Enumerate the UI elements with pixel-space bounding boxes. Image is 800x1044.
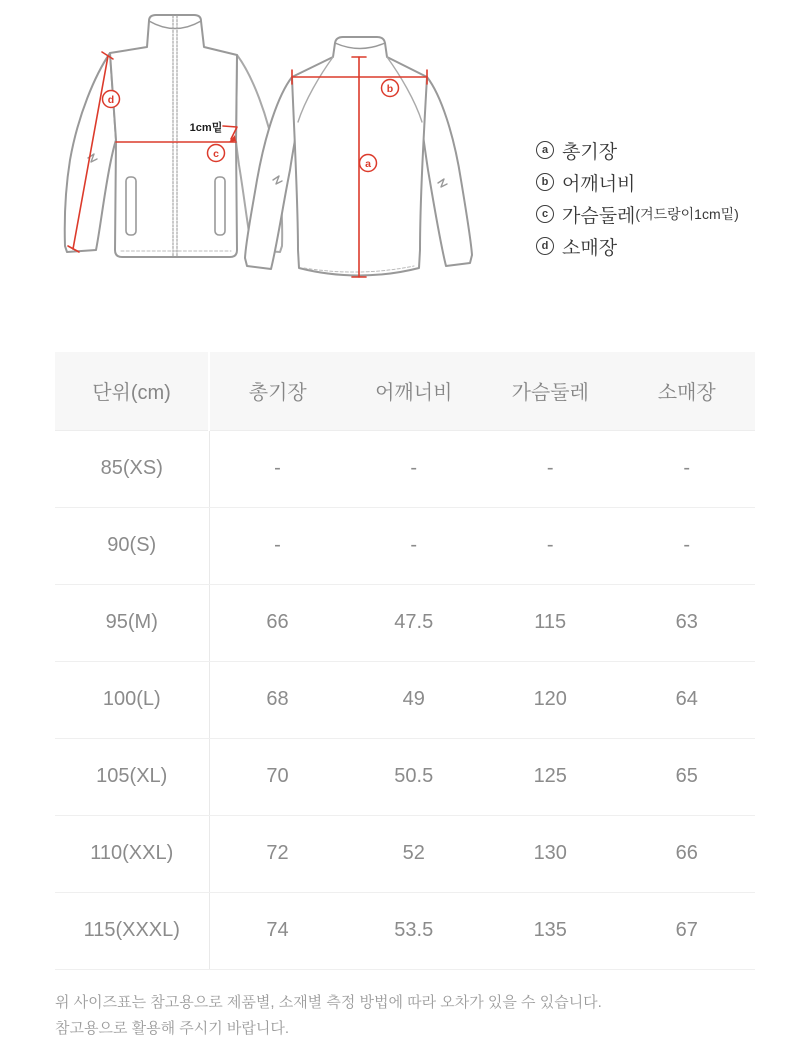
- legend-item-total-length: [536, 134, 739, 166]
- value-cell: 49: [346, 661, 483, 738]
- front-right-pocket: [215, 177, 225, 235]
- disclaimer-line-1: 위 사이즈표는 참고용으로 제품별, 소재별 측정 방법에 따라 오차가 있을 수 있습니다.: [55, 994, 602, 1011]
- size-disclaimer: [55, 990, 602, 1043]
- legend-label: 어깨너비: [562, 173, 636, 195]
- legend-note: (겨드랑이1cm밑): [635, 206, 739, 222]
- value-cell: 50.5: [346, 738, 483, 815]
- size-table: [55, 352, 755, 970]
- legend-label: 총기장: [562, 141, 618, 163]
- marker-c-letter: c: [213, 148, 219, 160]
- legend-item-chest: [536, 198, 739, 230]
- value-cell: 53.5: [346, 892, 483, 969]
- table-row: [55, 892, 755, 969]
- size-cell: 105(XL): [55, 738, 209, 815]
- value-cell: -: [619, 430, 756, 507]
- value-cell: 120: [482, 661, 619, 738]
- table-row: [55, 507, 755, 584]
- legend-marker-c: c: [536, 205, 554, 223]
- value-cell: 130: [482, 815, 619, 892]
- value-cell: 72: [209, 815, 346, 892]
- marker-b-circle: [382, 80, 399, 97]
- value-cell: -: [346, 507, 483, 584]
- value-cell: -: [209, 507, 346, 584]
- value-cell: 74: [209, 892, 346, 969]
- column-header-chest: 가슴둘레: [482, 352, 619, 430]
- table-row: [55, 738, 755, 815]
- value-cell: 115: [482, 584, 619, 661]
- value-cell: 47.5: [346, 584, 483, 661]
- value-cell: 52: [346, 815, 483, 892]
- value-cell: -: [619, 507, 756, 584]
- value-cell: 68: [209, 661, 346, 738]
- front-left-pocket: [126, 177, 136, 235]
- value-cell: 70: [209, 738, 346, 815]
- value-cell: 64: [619, 661, 756, 738]
- armpit-1cm-note: 1cm밑: [189, 122, 223, 134]
- table-row: [55, 661, 755, 738]
- size-cell: 115(XXXL): [55, 892, 209, 969]
- value-cell: 135: [482, 892, 619, 969]
- marker-c-circle: [208, 145, 225, 162]
- marker-a-letter: a: [365, 158, 371, 170]
- legend-item-sleeve: [536, 230, 739, 262]
- disclaimer-line-2: 참고용으로 활용해 주시기 바랍니다.: [55, 1020, 290, 1038]
- value-cell: 125: [482, 738, 619, 815]
- legend-marker-b: b: [536, 173, 554, 191]
- column-header-shoulder: 어깨너비: [346, 352, 483, 430]
- table-row: [55, 430, 755, 507]
- value-cell: 65: [619, 738, 756, 815]
- value-cell: -: [209, 430, 346, 507]
- jacket-measurement-diagram: [40, 0, 520, 300]
- value-cell: 66: [619, 815, 756, 892]
- size-cell: 95(M): [55, 584, 209, 661]
- size-cell: 110(XXL): [55, 815, 209, 892]
- legend-label: 가슴둘레: [562, 205, 636, 227]
- marker-d-letter: d: [107, 94, 115, 106]
- legend-label: 소매장: [562, 237, 618, 259]
- table-row: [55, 815, 755, 892]
- column-header-length: 총기장: [209, 352, 346, 430]
- column-header-unit: 단위(cm): [55, 352, 209, 430]
- marker-b-letter: b: [386, 83, 394, 95]
- legend-marker-a: a: [536, 141, 554, 159]
- back-right-sleeve: [422, 77, 472, 266]
- size-cell: 90(S): [55, 507, 209, 584]
- marker-a-circle: [360, 155, 377, 172]
- legend-marker-d: d: [536, 237, 554, 255]
- value-cell: -: [346, 430, 483, 507]
- size-cell: 100(L): [55, 661, 209, 738]
- value-cell: -: [482, 430, 619, 507]
- value-cell: -: [482, 507, 619, 584]
- measurement-legend: [536, 134, 739, 262]
- value-cell: 67: [619, 892, 756, 969]
- table-row: [55, 584, 755, 661]
- value-cell: 63: [619, 584, 756, 661]
- value-cell: 66: [209, 584, 346, 661]
- legend-item-shoulder-width: [536, 166, 739, 198]
- size-cell: 85(XS): [55, 430, 209, 507]
- size-table-header-row: [55, 352, 755, 430]
- column-header-sleeve: 소매장: [619, 352, 756, 430]
- marker-d-circle: [103, 91, 120, 108]
